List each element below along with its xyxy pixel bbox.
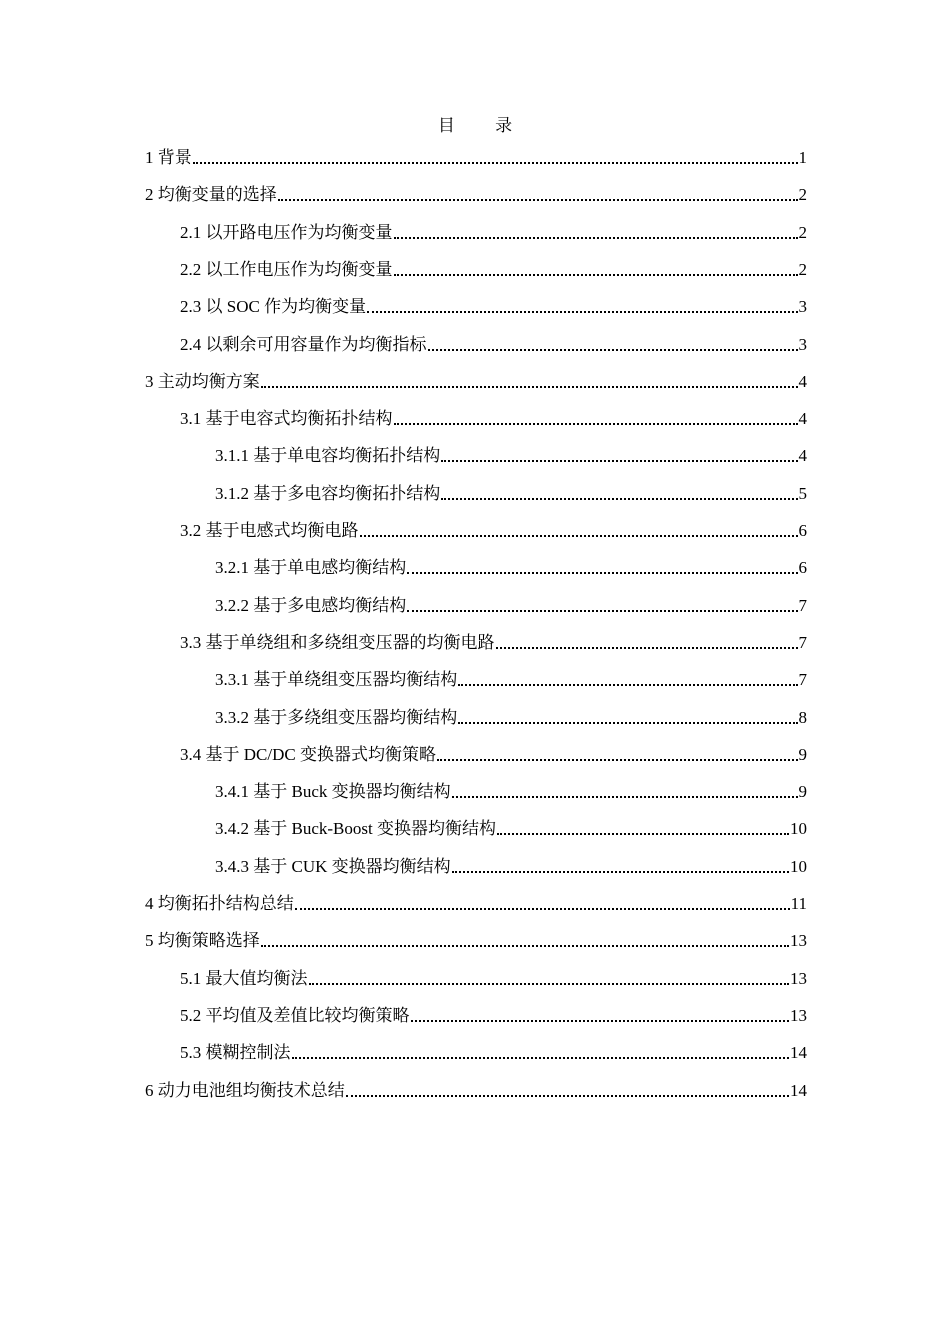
toc-entry[interactable] — [215, 704, 807, 730]
toc-page-number: 13 — [790, 1005, 807, 1025]
toc-entry-text: 3.2.1 基于单电感均衡结构 — [215, 558, 407, 578]
toc-entry[interactable] — [180, 293, 807, 319]
toc-dot-leader — [428, 349, 798, 351]
toc-entry-text: 4 均衡拓扑结构总结 — [145, 894, 294, 913]
toc-dot-leader — [278, 199, 798, 201]
toc-page-number: 2 — [798, 222, 807, 242]
toc-dot-leader — [441, 460, 797, 462]
toc-dot-leader — [367, 311, 797, 313]
toc-entry-text: 3.4 基于 DC/DC 变换器式均衡策略 — [180, 744, 436, 764]
toc-page-number: 3 — [798, 297, 807, 317]
toc-dot-leader — [496, 647, 798, 649]
toc-entry[interactable] — [180, 629, 807, 655]
toc-entry-text: 3.3.2 基于多绕组变压器均衡结构 — [215, 707, 458, 727]
toc-dot-leader — [309, 983, 790, 985]
toc-dot-leader — [497, 833, 789, 835]
toc-page-number: 13 — [790, 931, 807, 951]
toc-dot-leader — [458, 684, 797, 686]
toc-entry-text: 3.4.2 基于 Buck-Boost 变换器均衡结构 — [215, 819, 496, 839]
toc-entry[interactable] — [145, 1077, 807, 1103]
toc-page-number: 4 — [798, 371, 807, 391]
toc-entry[interactable] — [215, 778, 807, 804]
toc-entry-text: 5.2 平均值及差值比较均衡策略 — [180, 1005, 410, 1025]
toc-page-number: 14 — [790, 1043, 807, 1063]
toc-entry-text: 2.3 以 SOC 作为均衡变量 — [180, 297, 367, 317]
toc-page-number: 8 — [798, 707, 807, 727]
toc-entry-text: 2.1 以开路电压作为均衡变量 — [180, 222, 393, 242]
toc-entry[interactable] — [215, 853, 807, 879]
toc-entry[interactable] — [180, 965, 807, 991]
toc-entry[interactable] — [215, 442, 807, 468]
toc-entry[interactable] — [145, 144, 807, 170]
toc-page-number: 3 — [798, 334, 807, 354]
toc-entry[interactable] — [215, 554, 807, 580]
toc-page-number: 11 — [790, 894, 807, 913]
toc-entry[interactable] — [215, 592, 807, 618]
toc-entry[interactable] — [215, 815, 807, 841]
toc-entry-text: 3.3 基于单绕组和多绕组变压器的均衡电路 — [180, 632, 495, 652]
toc-entry-text: 2 均衡变量的选择 — [145, 185, 277, 205]
toc-entry-text: 3.1.1 基于单电容均衡拓扑结构 — [215, 446, 441, 466]
toc-page-number: 10 — [790, 819, 807, 839]
toc-dot-leader — [394, 423, 798, 425]
toc-page-number: 6 — [798, 521, 807, 540]
toc-entry-text: 2.2 以工作电压作为均衡变量 — [180, 259, 393, 279]
toc-entry[interactable] — [180, 256, 807, 282]
toc-dot-leader — [394, 274, 798, 276]
toc-entry-text: 3.4.1 基于 Buck 变换器均衡结构 — [215, 782, 451, 802]
toc-entry-text: 3.4.3 基于 CUK 变换器均衡结构 — [215, 856, 451, 876]
toc-dot-leader — [411, 1020, 790, 1022]
toc-dot-leader — [261, 386, 798, 388]
toc-page-number: 9 — [798, 744, 807, 764]
toc-page-number: 2 — [798, 185, 807, 205]
toc-dot-leader — [292, 1057, 790, 1059]
toc-entry[interactable] — [145, 927, 807, 953]
toc-dot-leader — [458, 722, 797, 724]
toc-entry[interactable] — [180, 1002, 807, 1028]
toc-dot-leader — [346, 1095, 789, 1097]
toc-page-number: 4 — [798, 409, 807, 429]
toc-dot-leader — [295, 908, 790, 910]
toc-entry[interactable] — [215, 666, 807, 692]
toc-entry-text: 6 动力电池组均衡技术总结 — [145, 1080, 345, 1100]
toc-entry[interactable] — [180, 331, 807, 357]
toc-entry-text: 3 主动均衡方案 — [145, 371, 260, 391]
toc-entry-text: 3.2.2 基于多电感均衡结构 — [215, 595, 407, 615]
toc-entry[interactable] — [180, 1039, 807, 1065]
toc-page-number: 7 — [798, 632, 807, 652]
toc-page-number: 5 — [798, 483, 807, 503]
toc-entry-text: 3.2 基于电感式均衡电路 — [180, 521, 359, 540]
toc-entry-text: 1 背景 — [145, 148, 192, 167]
toc-page-number: 2 — [798, 259, 807, 279]
toc-entry[interactable] — [180, 219, 807, 245]
toc-dot-leader — [407, 572, 797, 574]
toc-entry-text: 2.4 以剩余可用容量作为均衡指标 — [180, 334, 427, 354]
toc-entry[interactable] — [145, 890, 807, 916]
toc-entry-text: 3.1.2 基于多电容均衡拓扑结构 — [215, 483, 441, 503]
toc-page-number: 7 — [798, 670, 807, 690]
toc-entry-text: 5.3 模糊控制法 — [180, 1043, 291, 1063]
toc-entry-text: 3.1 基于电容式均衡拓扑结构 — [180, 409, 393, 429]
toc-dot-leader — [360, 535, 798, 537]
toc-page-number: 1 — [798, 148, 807, 167]
toc-entry[interactable] — [180, 405, 807, 431]
toc-page-number: 10 — [790, 856, 807, 876]
toc-dot-leader — [452, 796, 798, 798]
toc-entry[interactable] — [215, 480, 807, 506]
toc-page-number: 4 — [798, 446, 807, 466]
toc-entry[interactable] — [180, 517, 807, 543]
toc-page-number: 6 — [798, 558, 807, 578]
toc-dot-leader — [261, 945, 789, 947]
toc-dot-leader — [407, 610, 797, 612]
toc-entry-text: 3.3.1 基于单绕组变压器均衡结构 — [215, 670, 458, 690]
toc-page-number: 9 — [798, 782, 807, 802]
toc-title: 目 录 — [437, 116, 531, 135]
toc-dot-leader — [452, 871, 789, 873]
toc-dot-leader — [437, 759, 798, 761]
toc-page-number: 7 — [798, 595, 807, 615]
toc-entry[interactable] — [180, 741, 807, 767]
toc-dot-leader — [193, 162, 798, 164]
toc-dot-leader — [394, 237, 798, 239]
toc-entry[interactable] — [145, 181, 807, 207]
toc-entry-text: 5.1 最大值均衡法 — [180, 968, 308, 988]
toc-page-number: 14 — [790, 1080, 807, 1100]
toc-entry[interactable] — [145, 368, 807, 394]
toc-dot-leader — [441, 498, 797, 500]
toc-entry-text: 5 均衡策略选择 — [145, 931, 260, 951]
toc-page-number: 13 — [790, 968, 807, 988]
